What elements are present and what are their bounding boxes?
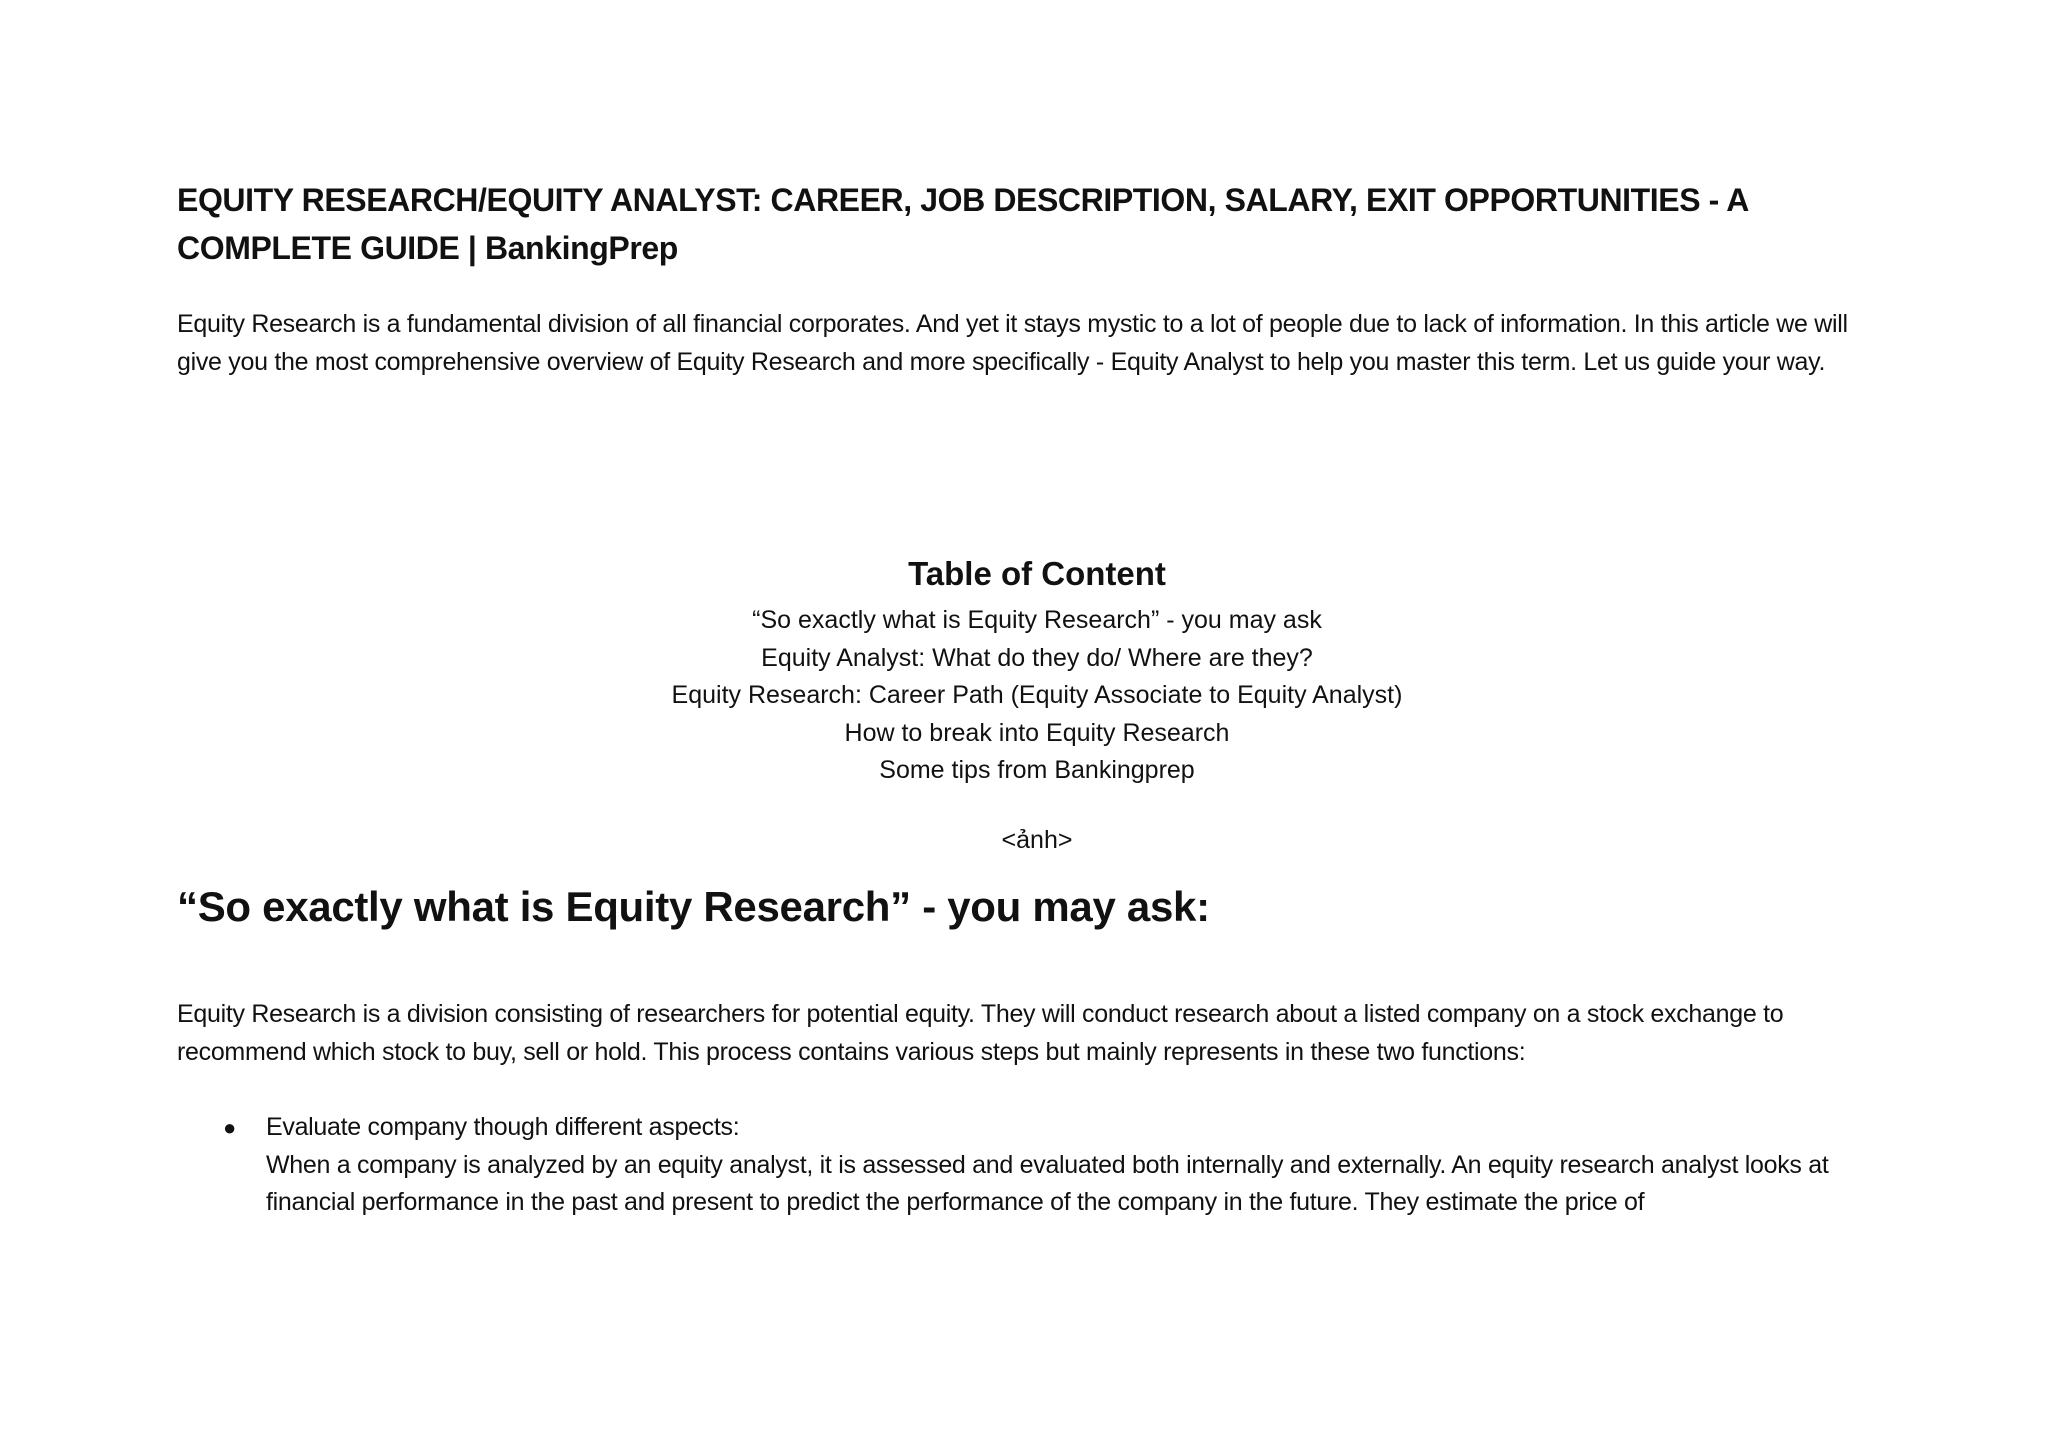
bullet-body: When a company is analyzed by an equity analyst, it is assessed and evaluated both internally and externally. An equity research analyst looks at financial performance in the past and present to predict the performance of the company in the future. They estimate the price of — [266, 1150, 1829, 1216]
toc-list — [177, 602, 1897, 790]
section-paragraph: Equity Research is a division consisting of researchers for potential equity. They will conduct research about a listed company on a stock exchange to recommend which stock to buy, sell or hold. This process contains various steps but mainly represents in these two functions: — [177, 1000, 1784, 1066]
toc-item[interactable]: Some tips from Bankingprep — [879, 756, 1195, 784]
toc-item[interactable]: Equity Analyst: What do they do/ Where are they? — [761, 643, 1313, 672]
document-title: EQUITY RESEARCH/EQUITY ANALYST: CAREER, JOB DESCRIPTION, SALARY, EXIT OPPORTUNITIES - A COMPLETE GUIDE | BankingPrep — [177, 182, 1748, 266]
bullet-list — [177, 1109, 1897, 1222]
intro-paragraph: Equity Research is a fundamental division of all financial corporates. And yet it stays mystic to a lot of people due to lack of information. In this article we will give you the most comprehensive overview of Equity Research and more specifically - Equity Analyst to help you master this term. Let us guide your way. — [177, 310, 1848, 376]
list-item — [177, 1109, 1897, 1222]
toc-heading: Table of Content — [908, 555, 1166, 592]
toc-item[interactable]: How to break into Equity Research — [844, 718, 1230, 747]
bullet-title: Evaluate company though different aspects: — [266, 1113, 740, 1141]
section-heading: “So exactly what is Equity Research” - you may ask: — [177, 883, 1210, 930]
image-placeholder: <ảnh> — [1001, 826, 1073, 854]
toc-item[interactable]: Equity Research: Career Path (Equity Associate to Equity Analyst) — [671, 681, 1403, 709]
bullet-icon: ● — [223, 1115, 236, 1140]
table-of-contents — [177, 546, 1897, 790]
toc-item[interactable]: “So exactly what is Equity Research” - you may ask — [752, 606, 1322, 634]
